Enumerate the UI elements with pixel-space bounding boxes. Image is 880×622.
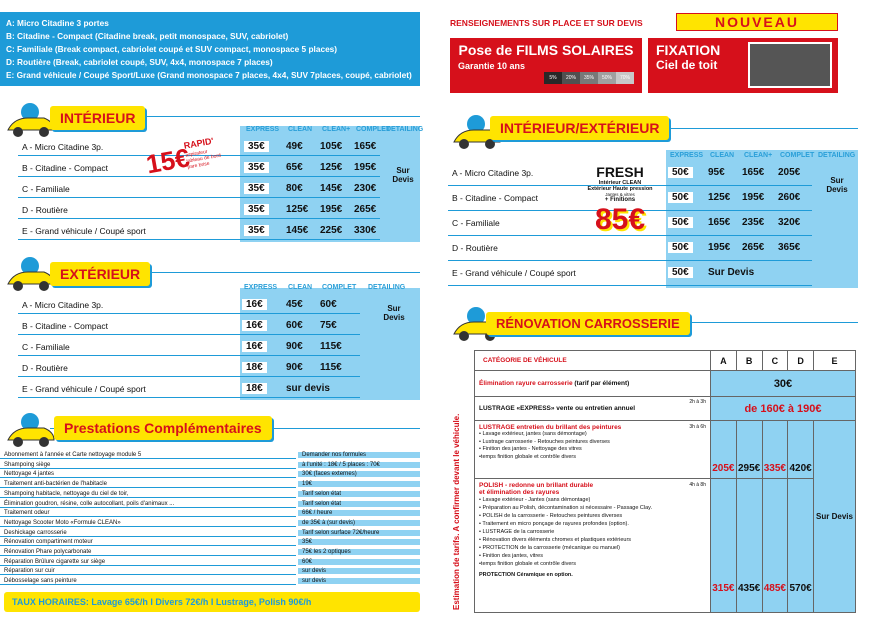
price-cell: 105€	[320, 141, 343, 152]
price-cell: 49€	[286, 141, 303, 152]
prestations-title: Prestations Complémentaires	[54, 416, 272, 440]
prestation-label: Réparation Brûlure cigarette sur siège	[0, 559, 296, 566]
prestation-price: 35€	[298, 539, 420, 546]
nouveau-badge: NOUVEAU	[676, 13, 838, 31]
column-header: CLEAN	[288, 284, 313, 291]
column-header: EXPRESS	[670, 152, 704, 159]
prestation-price: de 35€ à (sur devis)	[298, 520, 420, 527]
row-label: A - Micro Citadine 3p.	[452, 168, 534, 178]
prestation-price: Demander nos formules	[298, 452, 420, 459]
category-item: E: Grand véhicule / Coupé Sport/Luxe (Grand monospace 7 places, 4x4, SUV 7places, coupé, cabriolet)	[6, 70, 412, 80]
price-cell: 60€	[286, 320, 303, 331]
shade-chip: 20%	[562, 72, 580, 84]
price-cell: 35€	[244, 141, 269, 152]
price-cell: 165€	[354, 141, 377, 152]
row-label: E - Grand véhicule / Coupé sport	[22, 226, 146, 236]
price-cell: 90€	[286, 341, 303, 352]
price-cell: Sur Devis	[708, 267, 755, 278]
price-cell: 35€	[244, 204, 269, 215]
row-label: C - Familiale	[452, 218, 500, 228]
polish-item: •temps finition globale et contrôle divers	[479, 561, 577, 567]
price-cell: 125€	[320, 162, 343, 173]
prestation-label: Traitement anti-bactérien de l'habitacle	[0, 481, 296, 488]
prestation-price: Tarif selon surface 72€/heure	[298, 530, 420, 537]
price-cell: 45€	[286, 299, 303, 310]
column-header: CLEAN	[288, 126, 313, 133]
price-cell: 195€	[354, 162, 377, 173]
lustrage-item: •temps finition globale et contrôle divers	[479, 453, 577, 460]
price-cell: 80€	[286, 183, 303, 194]
price-cell: 90€	[286, 362, 303, 373]
price-cell: 65€	[286, 162, 303, 173]
price-cell: 18€	[242, 362, 267, 373]
price-cell: 195€	[742, 192, 765, 203]
price-cell: 35€	[244, 162, 269, 173]
price-cell: 50€	[668, 192, 693, 203]
row-label: B - Citadine - Compact	[22, 321, 108, 331]
prestation-label: Réparation sur cuir	[0, 568, 296, 575]
renovation-title: RÉNOVATION CARROSSERIE	[486, 312, 690, 335]
vertical-note: Estimation de tarifs. A confirmer devant le véhicule.	[452, 413, 461, 610]
column-header: DETAILING	[368, 284, 406, 291]
column-header: CLEAN	[710, 152, 735, 159]
price-cell: 235€	[742, 217, 765, 228]
price-cell: 365€	[778, 242, 801, 253]
prestation-price: à l'unité : 18€ / 5 places : 70€	[298, 462, 420, 469]
polish-item: • Traitement en micro ponçage de rayures profondes (option).	[479, 521, 629, 527]
shade-chip: 50%	[598, 72, 616, 84]
renseignements: RENSEIGNEMENTS SUR PLACE ET SUR DEVIS	[450, 18, 643, 28]
prestation-label: Nettoyage Scooter Moto «Formule CLEAN»	[0, 520, 296, 527]
price-cell: 60€	[320, 299, 337, 310]
interieur-title: INTÉRIEUR	[50, 106, 145, 130]
price-cell: 145€	[286, 225, 309, 236]
column-header: EXPRESS	[244, 284, 278, 291]
prestation-label: Deshickage carrosserie	[0, 530, 296, 537]
price-cell: 230€	[354, 183, 377, 194]
column-header: COMPLET	[356, 126, 391, 133]
row-label: D - Routière	[22, 363, 68, 373]
column-header: CLEAN+	[322, 126, 351, 133]
prestation-price: 30€ (faces externes)	[298, 471, 420, 478]
prestation-price: 60€	[298, 559, 420, 566]
row-label: C - Familiale	[22, 342, 70, 352]
price-cell: sur devis	[286, 383, 330, 394]
row-label: B - Citadine - Compact	[452, 193, 538, 203]
price-cell: 225€	[320, 225, 343, 236]
price-cell: 35€	[244, 225, 269, 236]
price-cell: 35€	[244, 183, 269, 194]
prestation-label: Rénovation Phare polycarbonate	[0, 549, 296, 556]
price-cell: 50€	[668, 242, 693, 253]
shade-chip: 35%	[580, 72, 598, 84]
category-item: D: Routière (Break, cabriolet coupé, SUV, 4x4, monospace 7 places)	[6, 57, 273, 67]
prestation-price: sur devis	[298, 568, 420, 575]
prestation-label: Nettoyage 4 jantes	[0, 471, 296, 478]
price-cell: 16€	[242, 341, 267, 352]
polish-item: • PROTECTION de la carrosserie (mécanique ou manuel)	[479, 545, 621, 551]
price-cell: 265€	[742, 242, 765, 253]
price-cell: 165€	[708, 217, 731, 228]
row-label: D - Routière	[452, 243, 498, 253]
intext-sur-devis: Sur Devis	[826, 176, 848, 194]
prestation-price: sur devis	[298, 578, 420, 585]
car-icon	[6, 410, 56, 448]
lustrage-item: • Lustrage carrosserie - Retouches peintures diverses	[479, 438, 610, 445]
column-header: EXPRESS	[246, 126, 280, 133]
price-cell: 145€	[320, 183, 343, 194]
polish-item: • Finition des jantes, vitres	[479, 553, 543, 559]
price-cell: 260€	[778, 192, 801, 203]
prestation-label: Rénovation compartiment moteur	[0, 539, 296, 546]
price-cell: 75€	[320, 320, 337, 331]
prestation-price: 19€	[298, 481, 420, 488]
intext-title: INTÉRIEUR/EXTÉRIEUR	[490, 116, 669, 140]
category-item: A: Micro Citadine 3 portes	[6, 18, 109, 28]
exterieur-sur-devis: Sur Devis	[383, 304, 405, 322]
car-icon	[6, 254, 56, 292]
price-cell: 115€	[320, 362, 342, 373]
column-header: CLEAN+	[744, 152, 773, 159]
lustrage-item: • Finition des jantes - Nettoyage des vitres	[479, 446, 582, 452]
price-cell: 205€	[778, 167, 801, 178]
car-icon	[6, 100, 56, 138]
category-item: B: Citadine - Compact (Citadine break, petit monospace, SUV, cabriolet)	[6, 31, 289, 41]
prestation-price: 75€ les 2 optiques	[298, 549, 420, 556]
shade-chip: 5%	[544, 72, 562, 84]
taux-horaires: TAUX HORAIRES: Lavage 65€/h I Divers 72€/h I Lustrage, Polish 90€/h	[4, 592, 420, 612]
column-header: DETAILING	[818, 152, 856, 159]
price-cell: 50€	[668, 167, 693, 178]
price-cell: 50€	[668, 217, 693, 228]
exterieur-title: EXTÉRIEUR	[50, 262, 150, 286]
prestation-price: 66€ / heure	[298, 510, 420, 517]
price-cell: 18€	[242, 383, 267, 394]
price-cell: 16€	[242, 299, 267, 310]
interieur-sur-devis: Sur Devis	[392, 166, 414, 184]
row-label: D - Routière	[22, 205, 68, 215]
column-header: COMPLET	[322, 284, 357, 291]
row-label: C - Familiale	[22, 184, 70, 194]
prestation-label: Abonnement à l'année et Carte nettoyage module 5	[0, 452, 296, 459]
categories-box	[0, 12, 420, 86]
price-cell: 95€	[708, 167, 725, 178]
renovation-table: CATÉGORIE DE VÉHICULE A B C D E Élimination rayure carrosserie (tarif par élément) 30€ LUSTRAGE «EXPRESS» vente ou entretien annuel 2h à 3h de 160€ à 190€ LUSTRAGE entretien du brillant des peintures 3h à 6h • Lavage extérieur, jantes (sans démontage) • Lustrage carrosserie - Retouches peintures diverses • Finition des jantes - Nettoyage des vitres •temps finition globale et contrôle divers 205€ 295€ 335€ 420€ Sur Devis POLISH - redonne un brillant durable et élimination des rayures 4h à 8h • Lavage extérieur - Jantes (sans démontage) • Préparation au Polish, décontamination si nécessaire - Passage Clay. • POLISH de la carrosserie - Retouches peintures diverses • Traitement en micro ponçage de rayures profondes (option). • LUSTRAGE de la carrosserie • Rénovation divers éléments chromes et plastiques extérieurs • PROTECTION de la carrosserie (mécanique ou manuel) • Finition des jantes, vitres •temps finition globale et contrôle divers PROTECTION Céramique en option. 315€ 435€ 485€ 570€	[474, 350, 856, 613]
price-cell: 50€	[668, 267, 693, 278]
price-cell: 195€	[320, 204, 343, 215]
row-label: E - Grand véhicule / Coupé sport	[452, 268, 576, 278]
fixation-box: FIXATION Ciel de toit	[648, 38, 838, 93]
fresh-badge: FRESH Intérieur CLEAN Extérieur Haute pression Jantes & vitres + Finitions 85€	[587, 164, 653, 236]
shade-chip: 70%	[616, 72, 634, 84]
prestation-price: Tarif selon état	[298, 491, 420, 498]
row-label: E - Grand véhicule / Coupé sport	[22, 384, 146, 394]
row-label: A - Micro Citadine 3p.	[22, 300, 104, 310]
row-label: A - Micro Citadine 3p.	[22, 142, 104, 152]
prestation-label: Traitement odeur	[0, 510, 296, 517]
films-box: Pose de FILMS SOLAIRES Garantie 10 ans 5% 20% 35% 50% 70%	[450, 38, 642, 93]
price-cell: 195€	[708, 242, 731, 253]
price-cell: 115€	[320, 341, 342, 352]
category-item: C: Familiale (Break compact, cabriolet coupé et SUV compact, monospace 5 places)	[6, 44, 338, 54]
price-cell: 16€	[242, 320, 267, 331]
prestation-label: Shampoing siège	[0, 462, 296, 469]
price-cell: 125€	[286, 204, 309, 215]
column-header: DETAILING	[386, 126, 424, 133]
polish-item: • Rénovation divers éléments chromes et plastiques extérieurs	[479, 537, 632, 543]
prestation-price: Tarif selon état	[298, 501, 420, 508]
prestation-label: Élimination goudron, résine, colle autocollant, poils d'animaux ...	[0, 501, 296, 508]
rapid-badge: 15€ RAPID' aspirateur tableau de bord pare brise	[143, 135, 222, 180]
column-header: COMPLET	[780, 152, 815, 159]
prestation-label: Shampoing habitacle, nettoyage du ciel de toir,	[0, 491, 296, 498]
price-cell: 165€	[742, 167, 765, 178]
polish-item: • Lavage extérieur - Jantes (sans démontage)	[479, 497, 591, 503]
price-cell: 330€	[354, 225, 377, 236]
polish-item: • POLISH de la carrosserie - Retouches peintures diverses	[479, 513, 623, 519]
polish-item: • Préparation au Polish, décontamination si nécessaire - Passage Clay.	[479, 505, 653, 511]
lustrage-item: • Lavage extérieur, jantes (sans démontage)	[479, 431, 587, 437]
prestation-label: Débosselage sans peinture	[0, 578, 296, 585]
price-cell: 265€	[354, 204, 377, 215]
row-label: B - Citadine - Compact	[22, 163, 108, 173]
price-cell: 320€	[778, 217, 801, 228]
polish-item: • LUSTRAGE de la carrosserie	[479, 529, 555, 535]
price-cell: 125€	[708, 192, 731, 203]
